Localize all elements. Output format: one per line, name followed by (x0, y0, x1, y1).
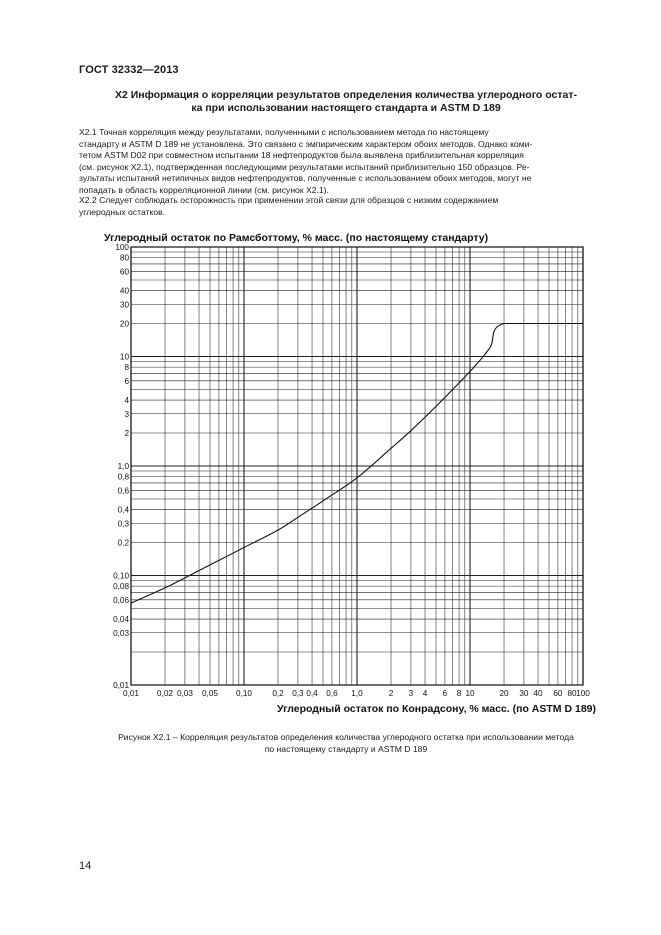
x-tick-label: 2 (388, 689, 394, 698)
y-tick-label: 3 (124, 409, 129, 419)
paragraph-line: X2.1 Точная корреляция между результатами, полученными с использованием метода по настоящему (79, 127, 489, 137)
y-tick-label: 0,4 (117, 505, 129, 515)
paragraph-line: углеродных остатков. (79, 206, 166, 217)
x-tick-label: 20 (499, 689, 509, 698)
y-tick-label: 80 (119, 253, 129, 263)
section-title (79, 89, 613, 115)
x-tick-label: 60 (553, 689, 563, 698)
x-tick-label: 0,02 (157, 689, 173, 698)
x-tick-label: 0,3 (292, 689, 304, 698)
y-tick-label: 0,6 (117, 486, 129, 496)
y-tick-label: 0,01 (113, 681, 129, 690)
caption-line: Рисунок X2.1 – Корреляция результатов определения количества углеродного остатка при использовании метода (118, 732, 574, 742)
y-tick-label: 40 (119, 286, 129, 296)
section-title-line: X2 Информация о корреляции результатов определения количества углеродного остат- (114, 89, 577, 101)
paragraph-line: X2.2 Следует соблюдать осторожность при применении этой связи для образцов с низким содержанием (79, 195, 499, 205)
paragraph-x2-1 (79, 127, 613, 197)
x-tick-label: 100 (576, 689, 590, 698)
x-tick-label: 0,01 (123, 689, 139, 698)
x-tick-label: 40 (533, 689, 543, 698)
paragraph-line: зультаты испытаний нетипичных видов нефтепродуктов, полученные с использованием обоих методов, могут не (79, 173, 532, 184)
y-tick-label: 6 (124, 376, 129, 386)
x-tick-label: 0,10 (236, 689, 252, 698)
page-number: 14 (79, 860, 92, 872)
x-tick-label: 0,05 (202, 689, 218, 698)
y-tick-label: 0,2 (117, 538, 129, 548)
y-tick-label: 0,08 (113, 582, 129, 592)
y-tick-label: 10 (119, 352, 129, 362)
x-tick-label: 0,03 (176, 689, 193, 698)
y-tick-label: 4 (124, 396, 129, 406)
paragraph-line: (см. рисунок X2.1), подтвержденная последующими результатами испытаний приблизительно 150 образцов. Ре- (79, 161, 530, 172)
y-tick-label: 0,8 (117, 472, 129, 482)
x-tick-label: 10 (465, 689, 475, 698)
y-tick-label: 0,10 (113, 571, 129, 581)
y-tick-label: 0,3 (117, 519, 129, 529)
y-tick-label: 0,04 (113, 615, 129, 625)
grid-minor (131, 247, 583, 685)
x-tick-label: 30 (519, 689, 529, 698)
caption-line: по настоящему стандарту и ASTM D 189 (264, 743, 428, 754)
y-tick-label: 20 (119, 319, 129, 329)
x-tick-label: 0,6 (326, 689, 338, 698)
y-tick-label: 2 (124, 429, 129, 439)
x-tick-label: 6 (442, 689, 448, 698)
paragraph-x2-2 (79, 195, 613, 218)
y-tick-label: 0,06 (113, 595, 129, 605)
y-tick-label: 30 (119, 300, 129, 310)
plot-frame (131, 247, 583, 685)
x-tick-label: 3 (408, 689, 414, 698)
x-tick-labels (123, 689, 590, 698)
x-axis-label: Углеродный остаток по Конрадсону, % масс. (по ASTM D 189) (276, 703, 596, 715)
figure-caption (79, 732, 613, 755)
section-title-line: ка при использовании настоящего стандарта и ASTM D 189 (191, 102, 501, 114)
y-tick-labels (113, 243, 129, 690)
y-tick-label: 60 (119, 267, 129, 277)
x-tick-label: 0,4 (306, 689, 318, 698)
x-tick-label: 1,0 (351, 689, 363, 698)
x-tick-label: 8 (456, 689, 462, 698)
correlation-curve (131, 324, 583, 604)
y-tick-label: 8 (124, 363, 129, 373)
paragraph-line: стандарту и ASTM D 189 не установлена. Это связано с эмпирическим характером обоих методов. Однако коми- (79, 138, 533, 149)
document-header: ГОСТ 32332—2013 (79, 64, 179, 76)
y-tick-label: 1,0 (117, 462, 129, 471)
y-tick-label: 0,03 (113, 628, 129, 638)
chart-title: Углеродный остаток по Рамсботтому, % масс. (по настоящему стандарту) (104, 232, 489, 244)
grid-major (131, 247, 583, 685)
paragraph-line: попадать в область корреляционной линии (см. рисунок X2.1). (79, 184, 329, 195)
x-tick-label: 0,2 (272, 689, 284, 698)
x-tick-label: 80 (567, 689, 577, 698)
paragraph-line: тетом ASTM D02 при совместном испытании 18 нефтепродуктов была выявлена приблизительная корреляция (79, 150, 524, 161)
x-tick-label: 4 (422, 689, 428, 698)
y-tick-label: 100 (115, 243, 129, 252)
